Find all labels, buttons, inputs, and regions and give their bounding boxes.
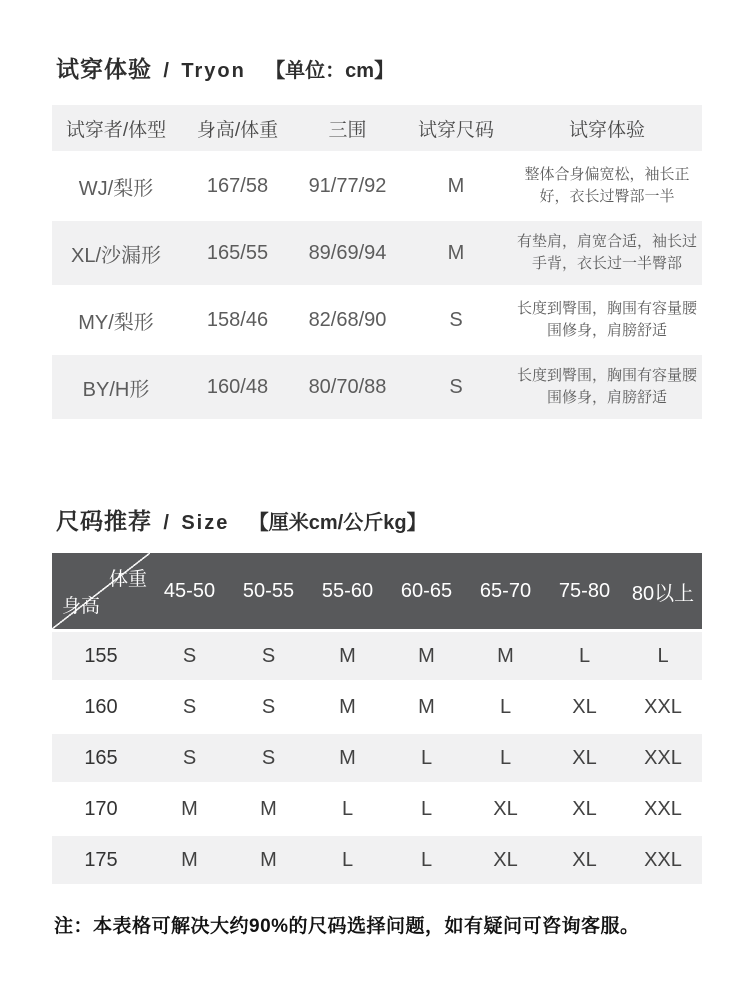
size-cell: XL <box>493 848 518 871</box>
size-cell: L <box>499 746 512 769</box>
size-cell: L <box>420 848 433 871</box>
size-cell: M <box>418 695 435 718</box>
table-row <box>52 683 702 731</box>
cell-size: M <box>447 241 465 264</box>
size-cell: S <box>261 746 276 769</box>
table-row <box>52 288 702 352</box>
cell-measurements: 80/70/88 <box>308 375 387 398</box>
cell-measurements: 91/77/92 <box>308 174 387 197</box>
cell-person: WJ/梨形 <box>78 177 154 200</box>
row-height-label: 155 <box>84 644 118 667</box>
weight-col-header: 60-65 <box>400 579 453 602</box>
tryon-header-height-weight: 身高/体重 <box>196 119 279 141</box>
size-cell: L <box>657 644 669 667</box>
size-cell: XL <box>572 746 597 769</box>
cell-height-weight: 158/46 <box>206 308 269 331</box>
tryon-header-measurements: 三围 <box>328 119 367 141</box>
tryon-header-experience: 试穿体验 <box>568 119 645 141</box>
tryon-table <box>52 102 702 422</box>
weight-col-header: 55-60 <box>321 579 374 602</box>
weight-col-header: 50-55 <box>242 579 295 602</box>
size-cell: M <box>339 644 356 667</box>
cell-experience: 长度到臀围，胸围有容量腰围修身，肩膀舒适 <box>516 300 697 339</box>
row-height-label: 160 <box>84 695 118 718</box>
tryon-title-en: Tryon <box>181 60 246 82</box>
cell-measurements: 89/69/94 <box>308 241 387 264</box>
table-row <box>52 632 702 680</box>
tryon-title-cn: 试穿体验 <box>56 56 152 82</box>
size-cell: L <box>578 644 591 667</box>
size-title-cn: 尺码推荐 <box>56 508 152 534</box>
table-row <box>52 221 702 285</box>
size-cell: L <box>420 746 433 769</box>
cell-person: XL/沙漏形 <box>70 244 162 267</box>
tryon-section-title <box>56 54 750 86</box>
corner-label-height: 身高 <box>62 596 101 617</box>
table-row <box>52 785 702 833</box>
cell-size: S <box>449 375 463 398</box>
size-cell: M <box>418 644 435 667</box>
weight-col-header: 65-70 <box>479 579 532 602</box>
weight-col-header: 75-80 <box>558 579 611 602</box>
size-cell: M <box>260 797 277 820</box>
size-title-separator: / <box>163 512 170 534</box>
weight-col-header: 80以上 <box>631 582 695 605</box>
size-cell: XL <box>572 695 597 718</box>
size-cell: L <box>420 797 433 820</box>
size-cell: M <box>497 644 514 667</box>
cell-person: MY/梨形 <box>78 311 154 334</box>
cell-experience: 长度到臀围，胸围有容量腰围修身，肩膀舒适 <box>516 367 697 406</box>
size-cell: L <box>341 848 354 871</box>
corner-label-weight: 体重 <box>108 569 147 590</box>
cell-size: S <box>449 308 463 331</box>
tryon-header-person: 试穿者/体型 <box>65 119 167 141</box>
tryon-title-separator: / <box>163 60 170 82</box>
size-cell: XXL <box>644 797 682 820</box>
cell-size: M <box>447 174 465 197</box>
table-row <box>52 836 702 884</box>
cell-height-weight: 165/55 <box>206 241 269 264</box>
cell-experience: 整体合身偏宽松，袖长正好，衣长过臀部一半 <box>524 166 690 205</box>
table-row <box>52 734 702 782</box>
size-cell: M <box>181 797 198 820</box>
size-recommendation-table <box>52 550 702 887</box>
size-cell: S <box>182 695 197 718</box>
cell-measurements: 82/68/90 <box>308 308 387 331</box>
corner-cell <box>52 553 150 629</box>
tryon-title-unit: 【单位：cm】 <box>265 60 395 82</box>
row-height-label: 170 <box>84 797 118 820</box>
size-cell: XL <box>493 797 518 820</box>
size-cell: XL <box>572 848 597 871</box>
table-row <box>52 355 702 419</box>
tryon-header-size: 试穿尺码 <box>417 119 494 141</box>
size-cell: M <box>181 848 198 871</box>
size-title-en: Size <box>181 512 230 534</box>
size-cell: S <box>182 644 197 667</box>
cell-experience: 有垫肩，肩宽合适，袖长过手背，衣长过一半臀部 <box>516 233 697 272</box>
size-cell: XXL <box>644 695 682 718</box>
size-section-title <box>56 506 750 538</box>
cell-height-weight: 160/48 <box>206 375 269 398</box>
row-height-label: 165 <box>84 746 118 769</box>
size-cell: S <box>261 644 276 667</box>
size-cell: XL <box>572 797 597 820</box>
cell-height-weight: 167/58 <box>206 174 269 197</box>
table-row <box>52 154 702 218</box>
row-height-label: 175 <box>84 848 118 871</box>
size-cell: M <box>339 695 356 718</box>
footnote: 注：本表格可解决大约90%的尺码选择问题，如有疑问可咨询客服。 <box>54 916 640 937</box>
size-cell: XXL <box>644 746 682 769</box>
size-header-row <box>52 553 702 629</box>
size-title-unit: 【厘米cm/公斤kg】 <box>248 512 427 534</box>
size-cell: XXL <box>644 848 682 871</box>
size-cell: L <box>499 695 512 718</box>
size-cell: M <box>260 848 277 871</box>
size-cell: L <box>341 797 354 820</box>
tryon-header-row <box>52 105 702 151</box>
weight-col-header: 45-50 <box>163 579 216 602</box>
size-cell: M <box>339 746 356 769</box>
size-cell: S <box>182 746 197 769</box>
size-cell: S <box>261 695 276 718</box>
cell-person: BY/H形 <box>82 378 150 401</box>
